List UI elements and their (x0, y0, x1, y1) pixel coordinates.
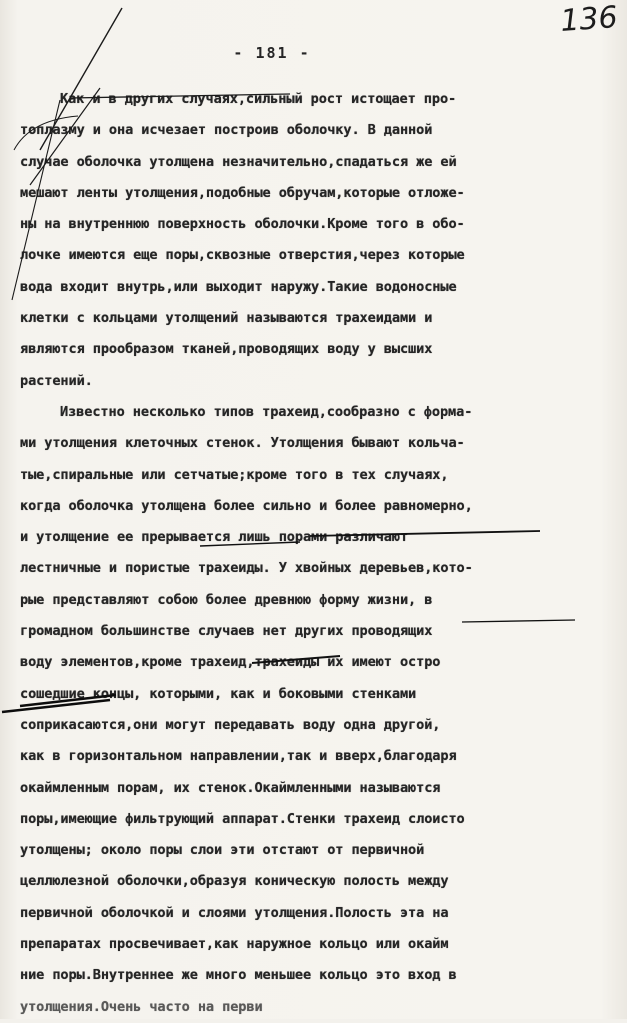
text-line: окаймленным порам, их стенок.Окаймленными называются (20, 779, 441, 796)
text-line: первичной оболочкой и слоями утолщения.Полость эта на (20, 904, 449, 921)
text-line: утолщены; около поры слои эти отстают от первичной (20, 842, 425, 859)
text-line: как в горизонтальном направлении,так и вверх,благодаря (20, 748, 457, 765)
text-line: ны на внутреннюю поверхность оболочки.Кроме того в обо- (20, 216, 465, 233)
text-line: сошедшие концы, которыми, как и боковыми стенками (20, 685, 417, 702)
text-line: утолщения.Очень часто на перви (20, 998, 263, 1015)
text-line: топлазму и она исчезает построив оболочку. В данной (20, 122, 433, 139)
text-line: ми утолщения клеточных стенок. Утолщения бывают кольча- (20, 435, 465, 452)
text-line: когда оболочка утолщена более сильно и более равномерно, (20, 497, 473, 514)
text-line: Известно несколько типов трахеид,сообразно с форма- (60, 403, 473, 420)
text-line: громадном большинстве случаев нет других проводящих (20, 623, 433, 640)
text-line: поры,имеющие фильтрующий аппарат.Стенки трахеид слоисто (20, 810, 465, 827)
text-line: растений. (20, 372, 93, 389)
text-line: рые представляют собою более древнюю форму жизни, в (20, 591, 433, 608)
text-line: лочке имеются еще поры,сквозные отверстия,через которые (20, 247, 465, 264)
text-line: препаратах просвечивает,как наружное кольцо или окайм (20, 936, 449, 953)
text-line: мешают ленты утолщения,подобные обручам,которые отложе- (20, 184, 465, 201)
text-line: являются прообразом тканей,проводящих воду у высших (20, 341, 433, 358)
page-number: - 181 - (233, 44, 311, 62)
text-line: воду элементов,кроме трахеид,трахеиды их имеют остро (20, 654, 441, 671)
text-line: соприкасаются,они могут передавать воду одна другой, (20, 716, 441, 733)
text-line: ние поры.Внутреннее же много меньшее кольцо это вход в (20, 967, 457, 984)
text-line: Как и в других случаях,сильный рост истощает про- (60, 91, 457, 107)
folio-number: 136 (559, 0, 619, 39)
text-line: лестничные и пористые трахеиды. У хвойных деревьев,кото- (20, 560, 473, 577)
text-line: и утолщение ее прерывается лишь порами различают (20, 529, 409, 546)
text-line: клетки с кольцами утолщений называются трахеидами и (20, 310, 433, 327)
text-line: вода входит внутрь,или выходит наружу.Такие водоносные (20, 278, 457, 295)
text-line: случае оболочка утолщена незначительно,спадаться же ей (20, 153, 457, 170)
body-text (20, 84, 620, 1023)
text-line: целлюлезной оболочки,образуя коническую полость между (20, 873, 449, 890)
text-line: тые,спиральные или сетчатые;кроме того в тех случаях, (20, 466, 449, 483)
